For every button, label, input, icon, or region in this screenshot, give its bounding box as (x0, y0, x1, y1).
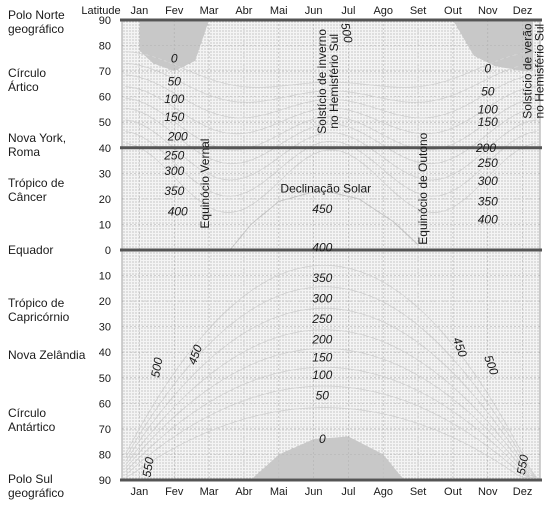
isoline-label-14: 250 (477, 156, 498, 171)
isoline-label-15: 300 (477, 174, 498, 188)
place-label-1: Círculo Ártico (8, 66, 47, 95)
month-top-12: Dez (512, 5, 533, 17)
lat-tick-6: 30 (98, 168, 111, 181)
isoline-label-31: 550 (139, 456, 157, 479)
isoline-label-24: 200 (312, 332, 333, 347)
month-top-2: Fev (165, 5, 184, 17)
isoline-label-23: 250 (312, 312, 333, 326)
lat-tick-4: 50 (98, 117, 111, 130)
month-bottom-10: Out (444, 486, 462, 498)
lat-tick-17: 80 (98, 449, 111, 462)
month-top-6: Jun (304, 5, 323, 17)
lat-tick-8: 10 (98, 219, 111, 232)
place-label-8: Polo Sul geográfico (8, 472, 65, 500)
isoline-label-19: 450 (312, 202, 333, 217)
lat-tick-15: 60 (98, 398, 111, 411)
place-label-3: Trópico de Câncer (8, 175, 65, 204)
isoline-label-10: 50 (481, 84, 495, 99)
annotation-0: Solstício de invernono Hemisfério Sul (314, 28, 341, 134)
month-bottom-8: Ago (373, 486, 394, 498)
isoline-label-16: 350 (477, 194, 498, 209)
annotation-4: Declinação Solar (280, 181, 372, 196)
isoline-label-7: 350 (164, 184, 185, 199)
month-bottom-7: Jul (341, 486, 356, 498)
isoline-label-1: 50 (167, 74, 181, 89)
isoline-label-26: 100 (312, 368, 333, 383)
place-label-4: Equador (8, 243, 54, 257)
isoline-label-22: 300 (312, 291, 333, 306)
isoline-label-3: 150 (164, 110, 185, 125)
month-top-1: Jan (130, 5, 149, 17)
lat-tick-11: 20 (98, 296, 111, 309)
month-bottom-12: Dez (512, 486, 533, 498)
lat-tick-14: 50 (98, 372, 111, 385)
month-bottom-5: Mai (269, 486, 288, 498)
month-top-11: Nov (477, 5, 498, 17)
isoline-label-25: 150 (312, 350, 333, 365)
lat-tick-0: 90 (98, 15, 111, 27)
annotation-1: Solstício de verãono Hemisfério Sul (520, 23, 547, 119)
isoline-label-13: 200 (475, 140, 497, 155)
month-top-9: Set (409, 5, 427, 17)
place-label-5: Trópico de Capricórnio (8, 296, 70, 325)
lat-tick-18: 90 (98, 475, 111, 487)
lat-tick-2: 70 (98, 66, 111, 79)
isoline-label-0: 0 (170, 51, 178, 66)
isoline-label-27: 50 (315, 388, 329, 403)
annotation-2: Equinócio Vernal (198, 138, 213, 229)
lat-tick-7: 20 (98, 193, 111, 206)
month-bottom-4: Abr (235, 486, 253, 498)
place-label-2: Nova York, Roma (8, 131, 67, 160)
month-bottom-2: Fev (165, 486, 184, 498)
month-top-10: Out (444, 5, 462, 17)
isoline-label-21: 350 (312, 271, 333, 286)
month-bottom-9: Set (409, 486, 427, 498)
isoline-label-34: 550 (513, 453, 532, 476)
isoline-label-4: 200 (167, 129, 188, 144)
lat-tick-3: 60 (98, 91, 111, 104)
lat-tick-9: 0 (104, 245, 111, 257)
month-top-5: Mai (269, 5, 288, 17)
isoline-label-30: 500 (148, 356, 166, 379)
lat-tick-1: 80 (98, 40, 111, 53)
isoline-label-32: 450 (449, 335, 470, 359)
isoline-label-9: 0 (484, 61, 492, 76)
isoline-label-12: 150 (477, 115, 498, 130)
y-axis-title: Latitude (81, 5, 121, 17)
lat-tick-12: 30 (98, 321, 111, 334)
month-bottom-11: Nov (477, 486, 498, 498)
lat-tick-13: 40 (98, 347, 111, 360)
month-top-4: Abr (235, 5, 253, 17)
place-label-0: Polo Norte geográfico (8, 8, 65, 36)
lat-tick-5: 40 (98, 142, 111, 155)
place-label-6: Nova Zelândia (8, 347, 86, 362)
isoline-label-11: 100 (477, 102, 498, 117)
month-top-8: Ago (373, 5, 394, 17)
isoline-label-33: 500 (481, 353, 502, 377)
isoline-label-20: 400 (312, 240, 333, 255)
isoline-label-8: 400 (167, 204, 188, 219)
isoline-label-29: 450 (185, 342, 206, 367)
isoline-label-6: 300 (164, 163, 185, 178)
annotation-3: Equinócio de Outono (415, 132, 430, 245)
isoline-label-2: 100 (164, 92, 185, 107)
month-bottom-1: Jan (130, 486, 149, 498)
month-top-3: Mar (199, 5, 219, 17)
isoline-label-5: 250 (164, 148, 185, 163)
lat-tick-16: 70 (98, 423, 111, 436)
isoline-label-18: 500 (338, 21, 356, 44)
month-bottom-6: Jun (304, 486, 323, 498)
lat-tick-10: 10 (98, 270, 111, 283)
place-label-7: Círculo Antártico (8, 405, 56, 434)
isoline-label-17: 400 (477, 212, 498, 227)
month-top-7: Jul (341, 5, 356, 17)
isoline-label-28: 0 (318, 432, 326, 447)
month-bottom-3: Mar (199, 486, 219, 498)
